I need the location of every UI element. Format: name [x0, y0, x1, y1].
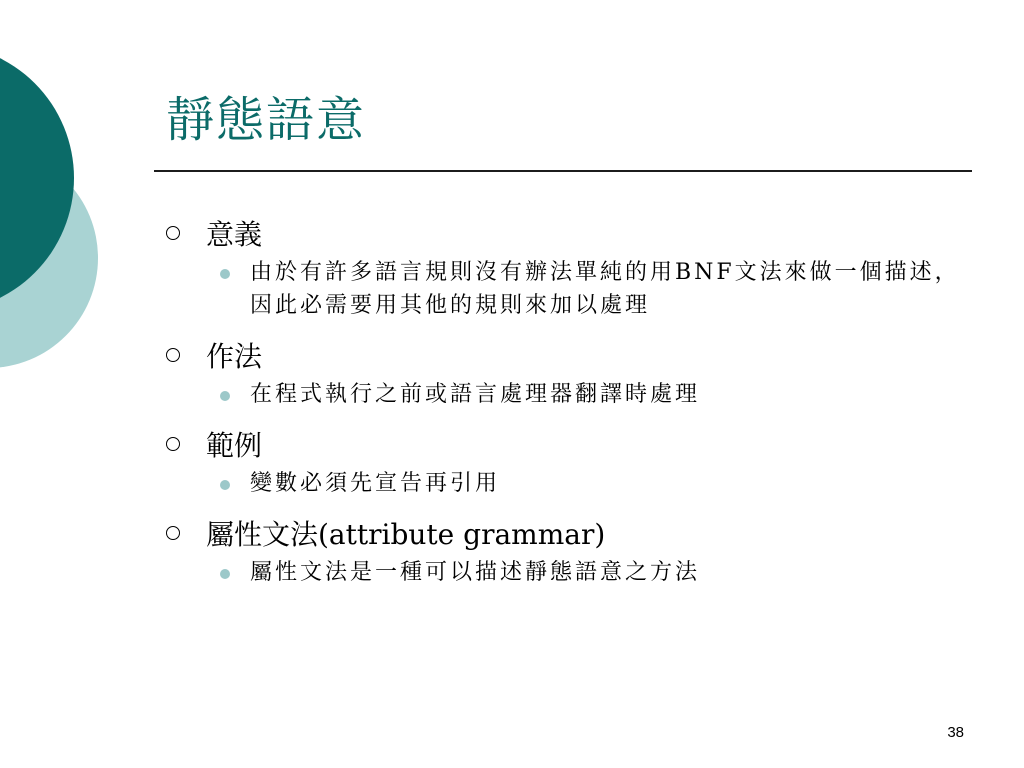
title-divider — [154, 170, 972, 172]
slide-title: 靜態語意 — [166, 92, 367, 148]
bullet-heading-text: 意義 — [206, 218, 263, 251]
bullet-heading-text: 屬性文法(attribute grammar) — [206, 518, 606, 551]
sub-bullet — [250, 256, 965, 322]
hollow-circle-bullet-icon — [166, 348, 180, 362]
bullet-heading — [164, 214, 964, 256]
hollow-circle-bullet-icon — [166, 526, 180, 540]
list-item-example — [164, 425, 964, 500]
dot-bullet-icon — [220, 269, 230, 279]
hollow-circle-bullet-icon — [166, 437, 180, 451]
bullet-heading — [164, 514, 964, 556]
bullet-heading-text: 範例 — [206, 429, 263, 462]
sub-bullet-text: 在程式執行之前或語言處理器翻譯時處理 — [250, 382, 701, 407]
dot-bullet-icon — [220, 480, 230, 490]
list-item-meaning — [164, 214, 964, 322]
page-number: 38 — [947, 724, 964, 741]
sub-bullet-text: 變數必須先宣告再引用 — [250, 471, 501, 496]
sub-bullet — [250, 556, 965, 589]
hollow-circle-bullet-icon — [166, 226, 180, 240]
list-item-attribute-grammar — [164, 514, 964, 589]
sub-bullet-text: 由於有許多語言規則沒有辦法單純的用BNF文法來做一個描述，因此必需要用其他的規則來加以處理 — [250, 260, 960, 318]
sub-bullet — [250, 378, 965, 411]
dot-bullet-icon — [220, 569, 230, 579]
bullet-list — [164, 214, 964, 589]
bullet-heading-text: 作法 — [206, 340, 263, 373]
bullet-heading — [164, 425, 964, 467]
dot-bullet-icon — [220, 391, 230, 401]
sub-bullet — [250, 467, 965, 500]
decorative-circles — [0, 0, 110, 420]
bullet-heading — [164, 336, 964, 378]
sub-bullet-text: 屬性文法是一種可以描述靜態語意之方法 — [250, 560, 701, 585]
list-item-method — [164, 336, 964, 411]
